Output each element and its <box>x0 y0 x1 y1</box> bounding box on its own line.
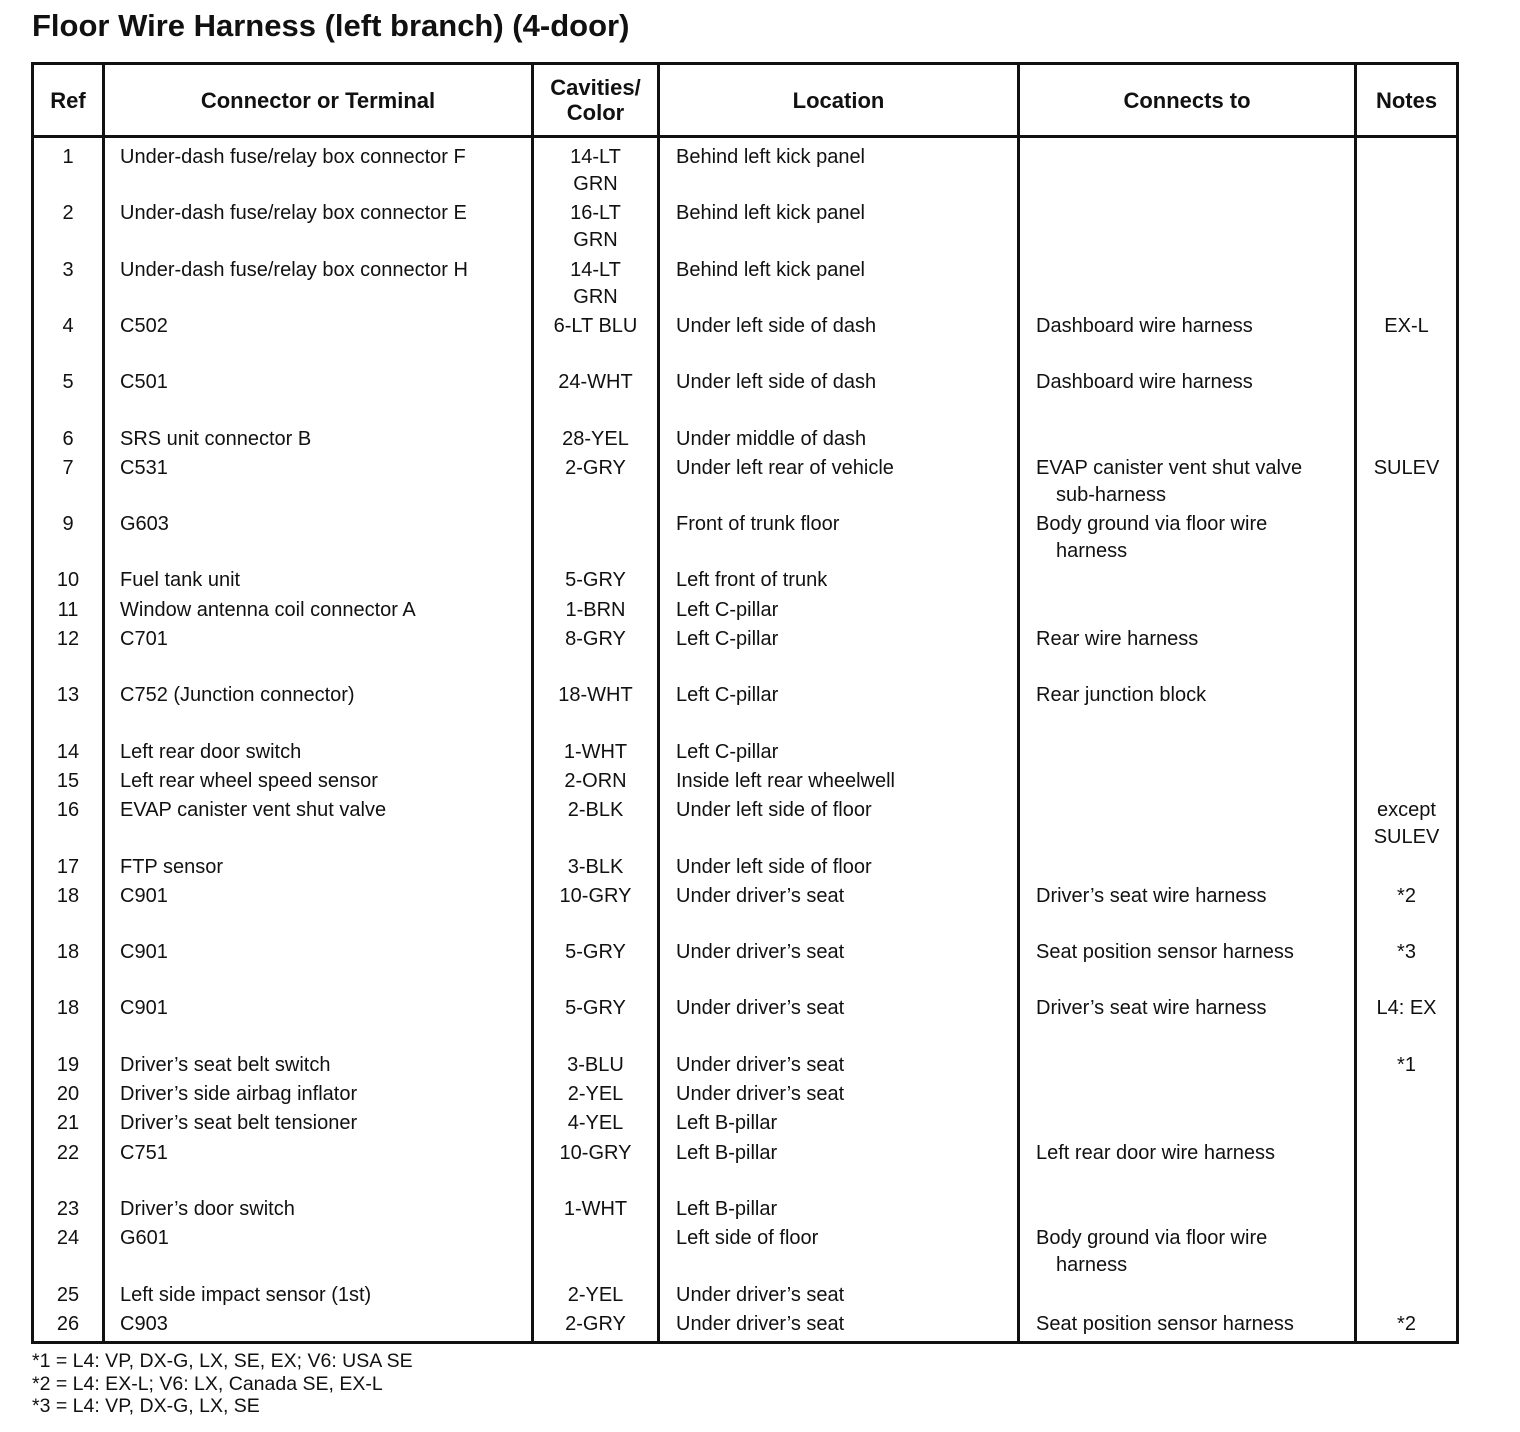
location-cell: Left B-pillar <box>676 1141 778 1164</box>
cell-line: Dashboard wire harness <box>1036 314 1253 337</box>
location-cell: Under driver’s seat <box>676 997 845 1020</box>
cavities-cell <box>534 1196 657 1223</box>
cell-line: 2-BLK <box>567 799 624 822</box>
cavities-cell <box>534 200 657 254</box>
ref-cell: 16 <box>56 799 80 822</box>
header-connector: Connector or Terminal <box>200 87 436 113</box>
cavities-cell <box>534 144 657 198</box>
ref-cell: 15 <box>56 769 80 792</box>
footnotes <box>32 1350 413 1418</box>
location-cell: Under left side of floor <box>676 855 872 878</box>
connector-cell: C901 <box>120 884 168 907</box>
connector-cell: G603 <box>120 513 169 536</box>
connector-cell: Window antenna coil connector A <box>120 598 416 621</box>
ref-cell: 18 <box>56 997 80 1020</box>
cavities-cell <box>534 768 657 795</box>
connects-to-cell <box>1036 626 1352 653</box>
connector-cell: Driver’s door switch <box>120 1197 295 1220</box>
location-cell: Behind left kick panel <box>676 146 866 168</box>
location-cell: Left side of floor <box>676 1227 819 1250</box>
cell-line: 14-LT <box>570 258 621 281</box>
location-cell: Under left side of floor <box>676 799 872 822</box>
notes-cell <box>1357 455 1456 482</box>
connector-cell: C901 <box>120 997 168 1020</box>
cell-line: 4-YEL <box>567 1112 624 1135</box>
cell-line: 18-WHT <box>558 684 633 707</box>
cell-line: 8-GRY <box>565 628 626 650</box>
location-cell: Inside left rear wheelwell <box>676 769 895 792</box>
cell-line: GRN <box>573 173 618 195</box>
cell-line: 28-YEL <box>562 427 629 450</box>
connector-cell: Left rear wheel speed sensor <box>120 769 378 792</box>
location-cell: Under left rear of vehicle <box>676 456 894 479</box>
cavities-cell <box>534 854 657 881</box>
location-cell: Left C-pillar <box>676 628 779 650</box>
connects-to-cell <box>1036 939 1352 966</box>
ref-cell: 13 <box>56 684 80 707</box>
ref-cell: 18 <box>56 884 80 907</box>
cell-line: 2-GRY <box>565 456 626 479</box>
notes-cell <box>1357 797 1456 851</box>
connects-to-cell <box>1036 682 1352 709</box>
cell-line: 2-YEL <box>567 1083 624 1105</box>
cavities-cell <box>534 739 657 766</box>
cell-line: GRN <box>573 285 618 308</box>
cell-line: Seat position sensor harness <box>1036 941 1294 964</box>
cavities-cell <box>534 682 657 709</box>
notes-cell <box>1357 883 1456 910</box>
cell-line: except <box>1377 799 1436 822</box>
header-notes: Notes <box>1375 87 1438 113</box>
location-cell: Under driver’s seat <box>676 884 845 907</box>
ref-cell: 20 <box>56 1083 80 1105</box>
ref-cell: 14 <box>56 740 80 763</box>
cell-line: L4: EX <box>1376 997 1437 1020</box>
cavities-cell <box>534 597 657 624</box>
cell-line: 10-GRY <box>559 1141 632 1164</box>
cell-line: Driver’s seat wire harness <box>1036 884 1267 907</box>
cell-line: SULEV <box>1373 456 1440 479</box>
footnote: *2 = L4: EX-L; V6: LX, Canada SE, EX-L <box>32 1372 383 1395</box>
connector-cell: Under-dash fuse/relay box connector E <box>120 202 467 225</box>
ref-cell: 22 <box>56 1141 80 1164</box>
cell-line: Dashboard wire harness <box>1036 371 1253 394</box>
location-cell: Under driver’s seat <box>676 941 845 964</box>
ref-cell: 1 <box>62 146 74 168</box>
cell-line: Rear junction block <box>1036 684 1207 707</box>
connects-to-cell <box>1036 313 1352 340</box>
cell-line: 5-GRY <box>565 941 626 964</box>
ref-cell: 26 <box>56 1312 80 1335</box>
connector-cell: C701 <box>120 628 168 650</box>
cell-line: Driver’s seat wire harness <box>1036 997 1267 1020</box>
connector-cell: G601 <box>120 1227 169 1250</box>
cell-line: sub-harness <box>1056 483 1167 506</box>
ref-cell: 5 <box>62 371 74 394</box>
notes-cell <box>1357 313 1456 340</box>
cell-line: 1-WHT <box>563 1197 628 1220</box>
footnote: *3 = L4: VP, DX-G, LX, SE <box>32 1395 260 1417</box>
ref-cell: 19 <box>56 1053 80 1076</box>
cell-line: Rear wire harness <box>1036 628 1199 650</box>
connects-to-cell <box>1036 511 1352 565</box>
connects-to-cell <box>1036 455 1352 509</box>
cell-line: EX-L <box>1384 314 1429 337</box>
ref-cell: 24 <box>56 1227 80 1250</box>
connector-cell: Under-dash fuse/relay box connector F <box>120 146 466 168</box>
location-cell: Behind left kick panel <box>676 258 866 281</box>
connector-cell: C531 <box>120 456 168 479</box>
ref-cell: 10 <box>56 569 80 592</box>
cell-line: *3 <box>1397 941 1416 964</box>
notes-cell <box>1357 995 1456 1022</box>
header-cavities: Cavities/ Color <box>550 75 641 125</box>
cell-line: harness <box>1056 1254 1128 1277</box>
location-cell: Under driver’s seat <box>676 1053 845 1076</box>
cell-line: *1 <box>1397 1053 1416 1076</box>
ref-cell: 17 <box>56 855 80 878</box>
column-divider <box>102 65 105 1341</box>
ref-cell: 25 <box>56 1283 80 1306</box>
cell-line: GRN <box>573 229 618 252</box>
cavities-cell <box>534 257 657 311</box>
cavities-cell <box>534 1052 657 1079</box>
connects-to-cell <box>1036 1140 1352 1167</box>
cavities-cell <box>534 1140 657 1167</box>
cell-line: 3-BLU <box>567 1053 624 1076</box>
connector-cell: SRS unit connector B <box>120 427 312 450</box>
ref-cell: 3 <box>62 258 74 281</box>
connector-cell: C751 <box>120 1141 168 1164</box>
cell-line: 1-WHT <box>563 740 628 763</box>
notes-cell <box>1357 939 1456 966</box>
cell-line: 5-GRY <box>565 997 626 1020</box>
connector-cell: C752 (Junction connector) <box>120 684 355 707</box>
location-cell: Front of trunk floor <box>676 513 840 536</box>
connects-to-cell <box>1036 1311 1352 1338</box>
cell-line: 6-LT BLU <box>553 314 638 337</box>
location-cell: Left C-pillar <box>676 684 779 707</box>
connector-cell: Under-dash fuse/relay box connector H <box>120 258 468 281</box>
connector-cell: FTP sensor <box>120 855 223 878</box>
cell-line: Seat position sensor harness <box>1036 1312 1294 1335</box>
cavities-cell <box>534 1311 657 1338</box>
cell-line: Left rear door wire harness <box>1036 1141 1276 1164</box>
ref-cell: 18 <box>56 941 80 964</box>
cell-line: SULEV <box>1373 826 1440 849</box>
location-cell: Under driver’s seat <box>676 1283 845 1306</box>
cavities-cell <box>534 1110 657 1137</box>
footnote: *1 = L4: VP, DX-G, LX, SE, EX; V6: USA SE <box>32 1350 413 1372</box>
column-divider <box>657 65 660 1341</box>
location-cell: Left B-pillar <box>676 1197 778 1220</box>
connector-cell: Driver’s side airbag inflator <box>120 1083 358 1105</box>
ref-cell: 6 <box>62 427 74 450</box>
cavities-cell <box>534 1081 657 1108</box>
ref-cell: 12 <box>56 628 80 650</box>
cavities-cell <box>534 797 657 824</box>
connector-cell: Left side impact sensor (1st) <box>120 1283 372 1306</box>
ref-cell: 21 <box>56 1112 80 1135</box>
connector-cell: Left rear door switch <box>120 740 302 763</box>
ref-cell: 4 <box>62 314 74 337</box>
cell-line: 2-GRY <box>565 1312 626 1335</box>
cavities-cell <box>534 313 657 340</box>
ref-cell: 9 <box>62 513 74 536</box>
cell-line: 5-GRY <box>565 569 626 592</box>
cavities-cell <box>534 567 657 594</box>
connector-cell: EVAP canister vent shut valve <box>120 799 387 822</box>
cell-line: EVAP canister vent shut valve <box>1036 456 1303 479</box>
connects-to-cell <box>1036 883 1352 910</box>
location-cell: Left C-pillar <box>676 740 779 763</box>
column-divider <box>1017 65 1020 1341</box>
location-cell: Under driver’s seat <box>676 1312 845 1335</box>
page-title: Floor Wire Harness (left branch) (4-door) <box>32 8 630 43</box>
cavities-cell <box>534 1282 657 1309</box>
header-ref: Ref <box>50 87 86 113</box>
connector-cell: Fuel tank unit <box>120 569 241 592</box>
column-divider <box>1354 65 1357 1341</box>
ref-cell: 2 <box>62 202 74 225</box>
connector-cell: C501 <box>120 371 168 394</box>
connector-cell: C903 <box>120 1312 168 1335</box>
cavities-cell <box>534 883 657 910</box>
cell-line: 10-GRY <box>559 884 632 907</box>
cell-line: 16-LT <box>570 202 621 225</box>
connector-cell: Driver’s seat belt tensioner <box>120 1112 358 1135</box>
cavities-cell <box>534 626 657 653</box>
location-cell: Under left side of dash <box>676 371 877 394</box>
header-connects-to: Connects to <box>1123 87 1251 113</box>
ref-cell: 7 <box>62 456 74 479</box>
location-cell: Left B-pillar <box>676 1112 778 1135</box>
location-cell: Left front of trunk <box>676 569 828 592</box>
location-cell: Under left side of dash <box>676 314 877 337</box>
connector-cell: Driver’s seat belt switch <box>120 1053 331 1076</box>
connects-to-cell <box>1036 995 1352 1022</box>
cell-line: 14-LT <box>570 146 621 168</box>
location-cell: Left C-pillar <box>676 598 779 621</box>
cell-line: 24-WHT <box>558 371 633 394</box>
cell-line: 3-BLK <box>567 855 624 878</box>
cell-line: *2 <box>1397 884 1416 907</box>
header-location: Location <box>792 87 885 113</box>
cell-line: 1-BRN <box>565 598 626 621</box>
cavities-cell <box>534 939 657 966</box>
cell-line: harness <box>1056 540 1128 563</box>
location-cell: Under middle of dash <box>676 427 867 450</box>
cell-line: Body ground via floor wire <box>1036 513 1268 536</box>
cell-line: *2 <box>1397 1312 1416 1335</box>
notes-cell <box>1357 1311 1456 1338</box>
cavities-cell <box>534 426 657 453</box>
cavities-cell <box>534 995 657 1022</box>
cell-line: 2-ORN <box>564 769 627 792</box>
ref-cell: 23 <box>56 1197 80 1220</box>
cavities-cell <box>534 369 657 396</box>
connects-to-cell <box>1036 1225 1352 1279</box>
header-divider <box>34 135 1456 138</box>
location-cell: Under driver’s seat <box>676 1083 845 1105</box>
connector-cell: C901 <box>120 941 168 964</box>
connects-to-cell <box>1036 369 1352 396</box>
connector-cell: C502 <box>120 314 168 337</box>
cell-line: 2-YEL <box>567 1283 624 1306</box>
cavities-cell <box>534 455 657 482</box>
location-cell: Behind left kick panel <box>676 202 866 225</box>
cell-line: Body ground via floor wire <box>1036 1227 1268 1250</box>
notes-cell <box>1357 1052 1456 1079</box>
ref-cell: 11 <box>57 598 79 621</box>
harness-table <box>31 62 1459 1344</box>
